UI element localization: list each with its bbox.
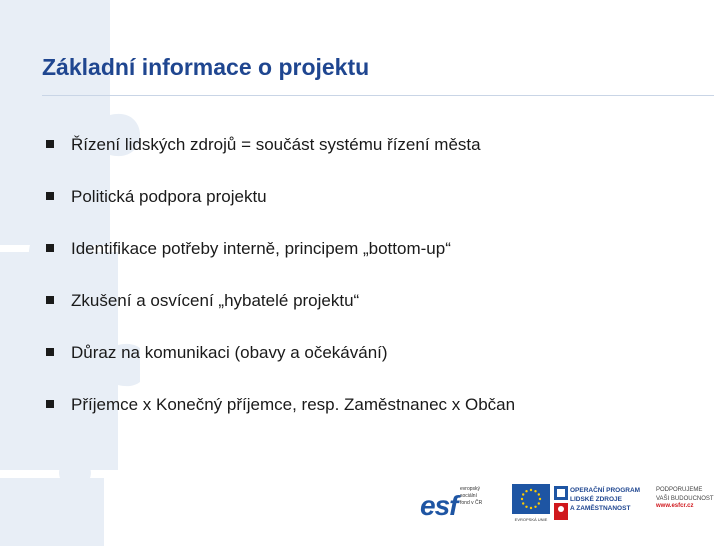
footer-logos (420, 482, 716, 528)
square-bullet-icon (46, 400, 54, 408)
square-bullet-icon (46, 140, 54, 148)
bullet-list (46, 135, 515, 447)
bullet-text: Zkušení a osvícení „hybatelé projektu“ (71, 291, 360, 310)
title-divider (42, 95, 714, 96)
esf-logo (420, 482, 510, 528)
esf-logo-text: evropský sociální fond v ČR (460, 486, 483, 506)
op-program-logo (554, 482, 652, 528)
bullet-item (46, 135, 515, 187)
eu-logo-text: EVROPSKÁ UNIE (514, 517, 548, 522)
square-bullet-icon (46, 296, 54, 304)
eu-logo (512, 484, 550, 524)
bullet-item (46, 343, 515, 395)
op-program-icon (554, 486, 568, 520)
eu-flag-icon (512, 484, 550, 514)
bullet-text: Politická podpora projektu (71, 187, 267, 206)
esf-logo-mark: esf (420, 490, 458, 521)
slogan-url: www.esfcr.cz (656, 503, 694, 509)
bullet-text: Identifikace potřeby interně, principem „bottom-up“ (71, 239, 451, 258)
slogan-text: PODPORUJEME VAŠI BUDOUCNOST (656, 487, 714, 502)
op-program-text: OPERAČNÍ PROGRAM LIDSKÉ ZDROJE A ZAMĚSTNANOST (570, 487, 641, 512)
bullet-item (46, 291, 515, 343)
bullet-text: Důraz na komunikaci (obavy a očekávání) (71, 343, 388, 362)
bullet-text: Příjemce x Konečný příjemce, resp. Zaměstnanec x Občan (71, 395, 516, 414)
square-bullet-icon (46, 192, 54, 200)
bullet-text: Řízení lidských zdrojů = součást systému řízení města (71, 135, 481, 154)
bullet-item (46, 239, 515, 291)
slide-title: Základní informace o projektu (42, 54, 370, 80)
bullet-item (46, 395, 515, 447)
slogan (656, 486, 716, 528)
square-bullet-icon (46, 348, 54, 356)
square-bullet-icon (46, 244, 54, 252)
bullet-item (46, 187, 515, 239)
